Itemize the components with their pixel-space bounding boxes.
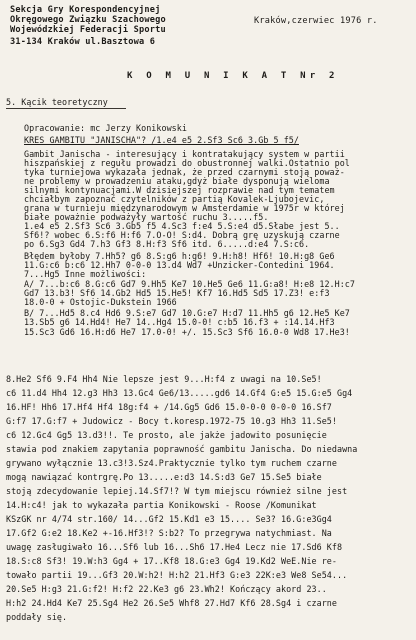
- header-line-3: Wojewódzkiej Federacji Sportu: [10, 25, 166, 35]
- p2-line-10: 14.H:c4! jak to wykazała partia Konikowski - Roose /Komunikat: [6, 500, 317, 510]
- header-line-2: Okręgowego Związku Szachowego: [10, 15, 166, 25]
- gambit-title: KRES GAMBITU "JANISCHA"? /1.e4 e5 2.Sf3 Sc6 3.Gb 5 f5/: [24, 135, 299, 145]
- p1-line-3: tyka turniejowa wykazała jednak, że przed czarnymi stoją poważ-: [24, 167, 345, 177]
- header-line-1: Sekcja Gry Korespondencyjnej: [10, 5, 161, 15]
- p1-line-14: 7...Hg5 Inne możliwości:: [24, 269, 147, 279]
- section-heading: 5. Kącik teoretyczny: [6, 97, 108, 107]
- p1-line-2: hiszpańskiej z regułu prowadzi do obustronnej walki.Ostatnio pol: [24, 158, 350, 168]
- p2-line-12: 17.Gf2 G:e2 18.Ke2 +-16.Hf3!? S:b2? To przegrywa natychmiast. Na: [6, 528, 332, 538]
- p1-line-9: 1.e4 e5 2.Sf3 Sc6 3.Gb5 f5 4.Sc3 f:e4 5.S:e4 d5.Słabe jest 5..: [24, 221, 340, 231]
- p1-line-15: A/ 7...b:c6 8.G:c6 Gd7 9.Hh5 Ke7 10.He5 Ge6 11.G:a8! H:e8 12.H:c7: [24, 279, 355, 289]
- p1-line-12: Błędem byłoby 7.Hh5? g6 8.S:g6 h:g6! 9.H:h8! Hf6! 10.H:g8 Ge6: [24, 251, 335, 261]
- p1-line-7: grana w turnieju międzynarodowym w Amsterdamie w 1975r w której: [24, 203, 345, 213]
- p2-line-13: uwagę zasługiwało 16...Sf6 lub 16...Sh6 17.He4 Lecz nie 17.Sd6 Kf8: [6, 542, 343, 552]
- p2-line-2: c6 11.d4 Hh4 12.g3 Hh3 13.Gc4 Ge6/13.....gd6 14.Gf4 G:e5 15.G:e5 Gg4: [6, 388, 353, 398]
- p2-line-4: G:f7 17.G:f7 + Judowicz - Bocy t.koresp.1972-75 10.g3 Hh3 11.Se5!: [6, 416, 337, 426]
- p2-line-1: 8.He2 Sf6 9.F4 Hh4 Nie lepsze jest 9...H:f4 z uwagi na 10.Se5!: [6, 374, 322, 384]
- p2-line-14: 18.S:c8 Sf3! 19.W:h3 Gg4 + 17..Kf8 18.G:e3 Gg4 19.Kd2 WeE.Nie re-: [6, 556, 337, 566]
- p2-line-9: stoją zdecydowanie lepiej.14.Sf7!? W tym miejscu również silne jest: [6, 486, 348, 496]
- p2-line-6: stawia pod znakiem zapytania poprawność gambitu Janischa. Do niedawna: [6, 444, 358, 454]
- p1-line-10: Sf6!? wobec 6.S:f6 H:f6 7.O-O! S:d4. Dobrą grę uzyskują czarne: [24, 230, 340, 240]
- header-line-4: 31-134 Kraków ul.Basztowa 6: [10, 37, 156, 47]
- p1-line-6: chciałbym zapoznać czytelników z partią Kovalek-Ljubojevic,: [24, 194, 325, 204]
- p2-line-18: poddały się.: [6, 612, 68, 622]
- p1-line-13: 11.G:c6 b:c6 12.Hh7 0-0-0 13.d4 Wd7 +Unzicker-Contedini 1964.: [24, 260, 335, 270]
- p2-line-5: c6 12.Gc4 Gg5 13.d3!!. Te prosto, ale jakże jadowito posunięcie: [6, 430, 327, 440]
- p2-line-11: KSzGK nr 4/74 str.160/ 14...Gf2 15.Kd1 e3 15.... Se3? 16.G:e3Gg4: [6, 514, 332, 524]
- p1-line-1: Gambit Janischa - interesujący i kontratakujący system w partii: [24, 149, 345, 159]
- p2-line-3: 16.HF! Hh6 17.Hf4 Hf4 18g:f4 + /14.Gg5 Gd6 15.0-0-0 0-0-0 16.Sf7: [6, 402, 332, 412]
- p1-line-8: białe poważnie podważyły wartość ruchu 3.....f5.: [24, 212, 269, 222]
- komunikat-title: K O M U N I K A T Nr 2: [127, 71, 339, 81]
- p1-line-11: po 6.Sg3 Gd4 7.h3 Gf3 8.H:f3 Sf6 itd. 6.....d:e4 7.S:c6.: [24, 239, 310, 249]
- p2-line-15: towało partii 19...Gf3 20.W:h2! H:h2 21.Hf3 G:e3 22K:e3 We8 Se54...: [6, 570, 348, 580]
- p2-line-16: 20.Se5 H:g3 21.G:f2! H:f2 22.Ke3 g6 23.Wh2! Kończący akord 23..: [6, 584, 327, 594]
- p1-line-17: 18.0-0 + Ostojic-Dukstein 1966: [24, 297, 177, 307]
- p1-line-4: ne problemy w prowadzeniu ataku,gdyż białe dysponują wieloma: [24, 176, 330, 186]
- p2-line-17: H:h2 24.Hd4 Ke7 25.Sg4 He2 26.Se5 Whf8 27.Hd7 Kf6 28.Sg4 i czarne: [6, 598, 337, 608]
- p1-line-20: 15.Sc3 Gd6 16.H:d6 He7 17.0-0! +/. 15.Sc3 Sf6 16.0-0 Wd8 17.He3!: [24, 327, 350, 337]
- section-heading-underline: [6, 108, 126, 109]
- p1-line-19: 13.Sb5 g6 14.Hd4! He7 14..Hg4 15.0-0! c:b5 16.f3 + :14.14.Hf3: [24, 317, 335, 327]
- p2-line-8: mogą nawiązać kontrgrę.Po 13.....e:d3 14.S:d3 Ge7 15.Se5 białe: [6, 472, 322, 482]
- p1-line-5: silnymi kontynuacjami.W dzisiejszej rozprawie nad tym tematem: [24, 185, 335, 195]
- p1-line-16: Gd7 13.b3! Sf6 14.Gb2 Hd5 15.He5! Kf7 16.Hd5 Sd5 17.Z3! e:f3: [24, 288, 330, 298]
- place-date: Kraków,czerwiec 1976 r.: [254, 16, 378, 26]
- p1-line-18: B/ 7...Hd5 8.c4 Hd6 9.S:e7 Gd7 10.G:e7 H:d7 11.Hh5 g6 12.He5 Ke7: [24, 308, 350, 318]
- author-line: Opracowanie: mc Jerzy Konikowski: [24, 123, 187, 133]
- p2-line-7: grywano wyłącznie 13.c3!3.Sz4.Praktycznie tylko tym ruchem czarne: [6, 458, 337, 468]
